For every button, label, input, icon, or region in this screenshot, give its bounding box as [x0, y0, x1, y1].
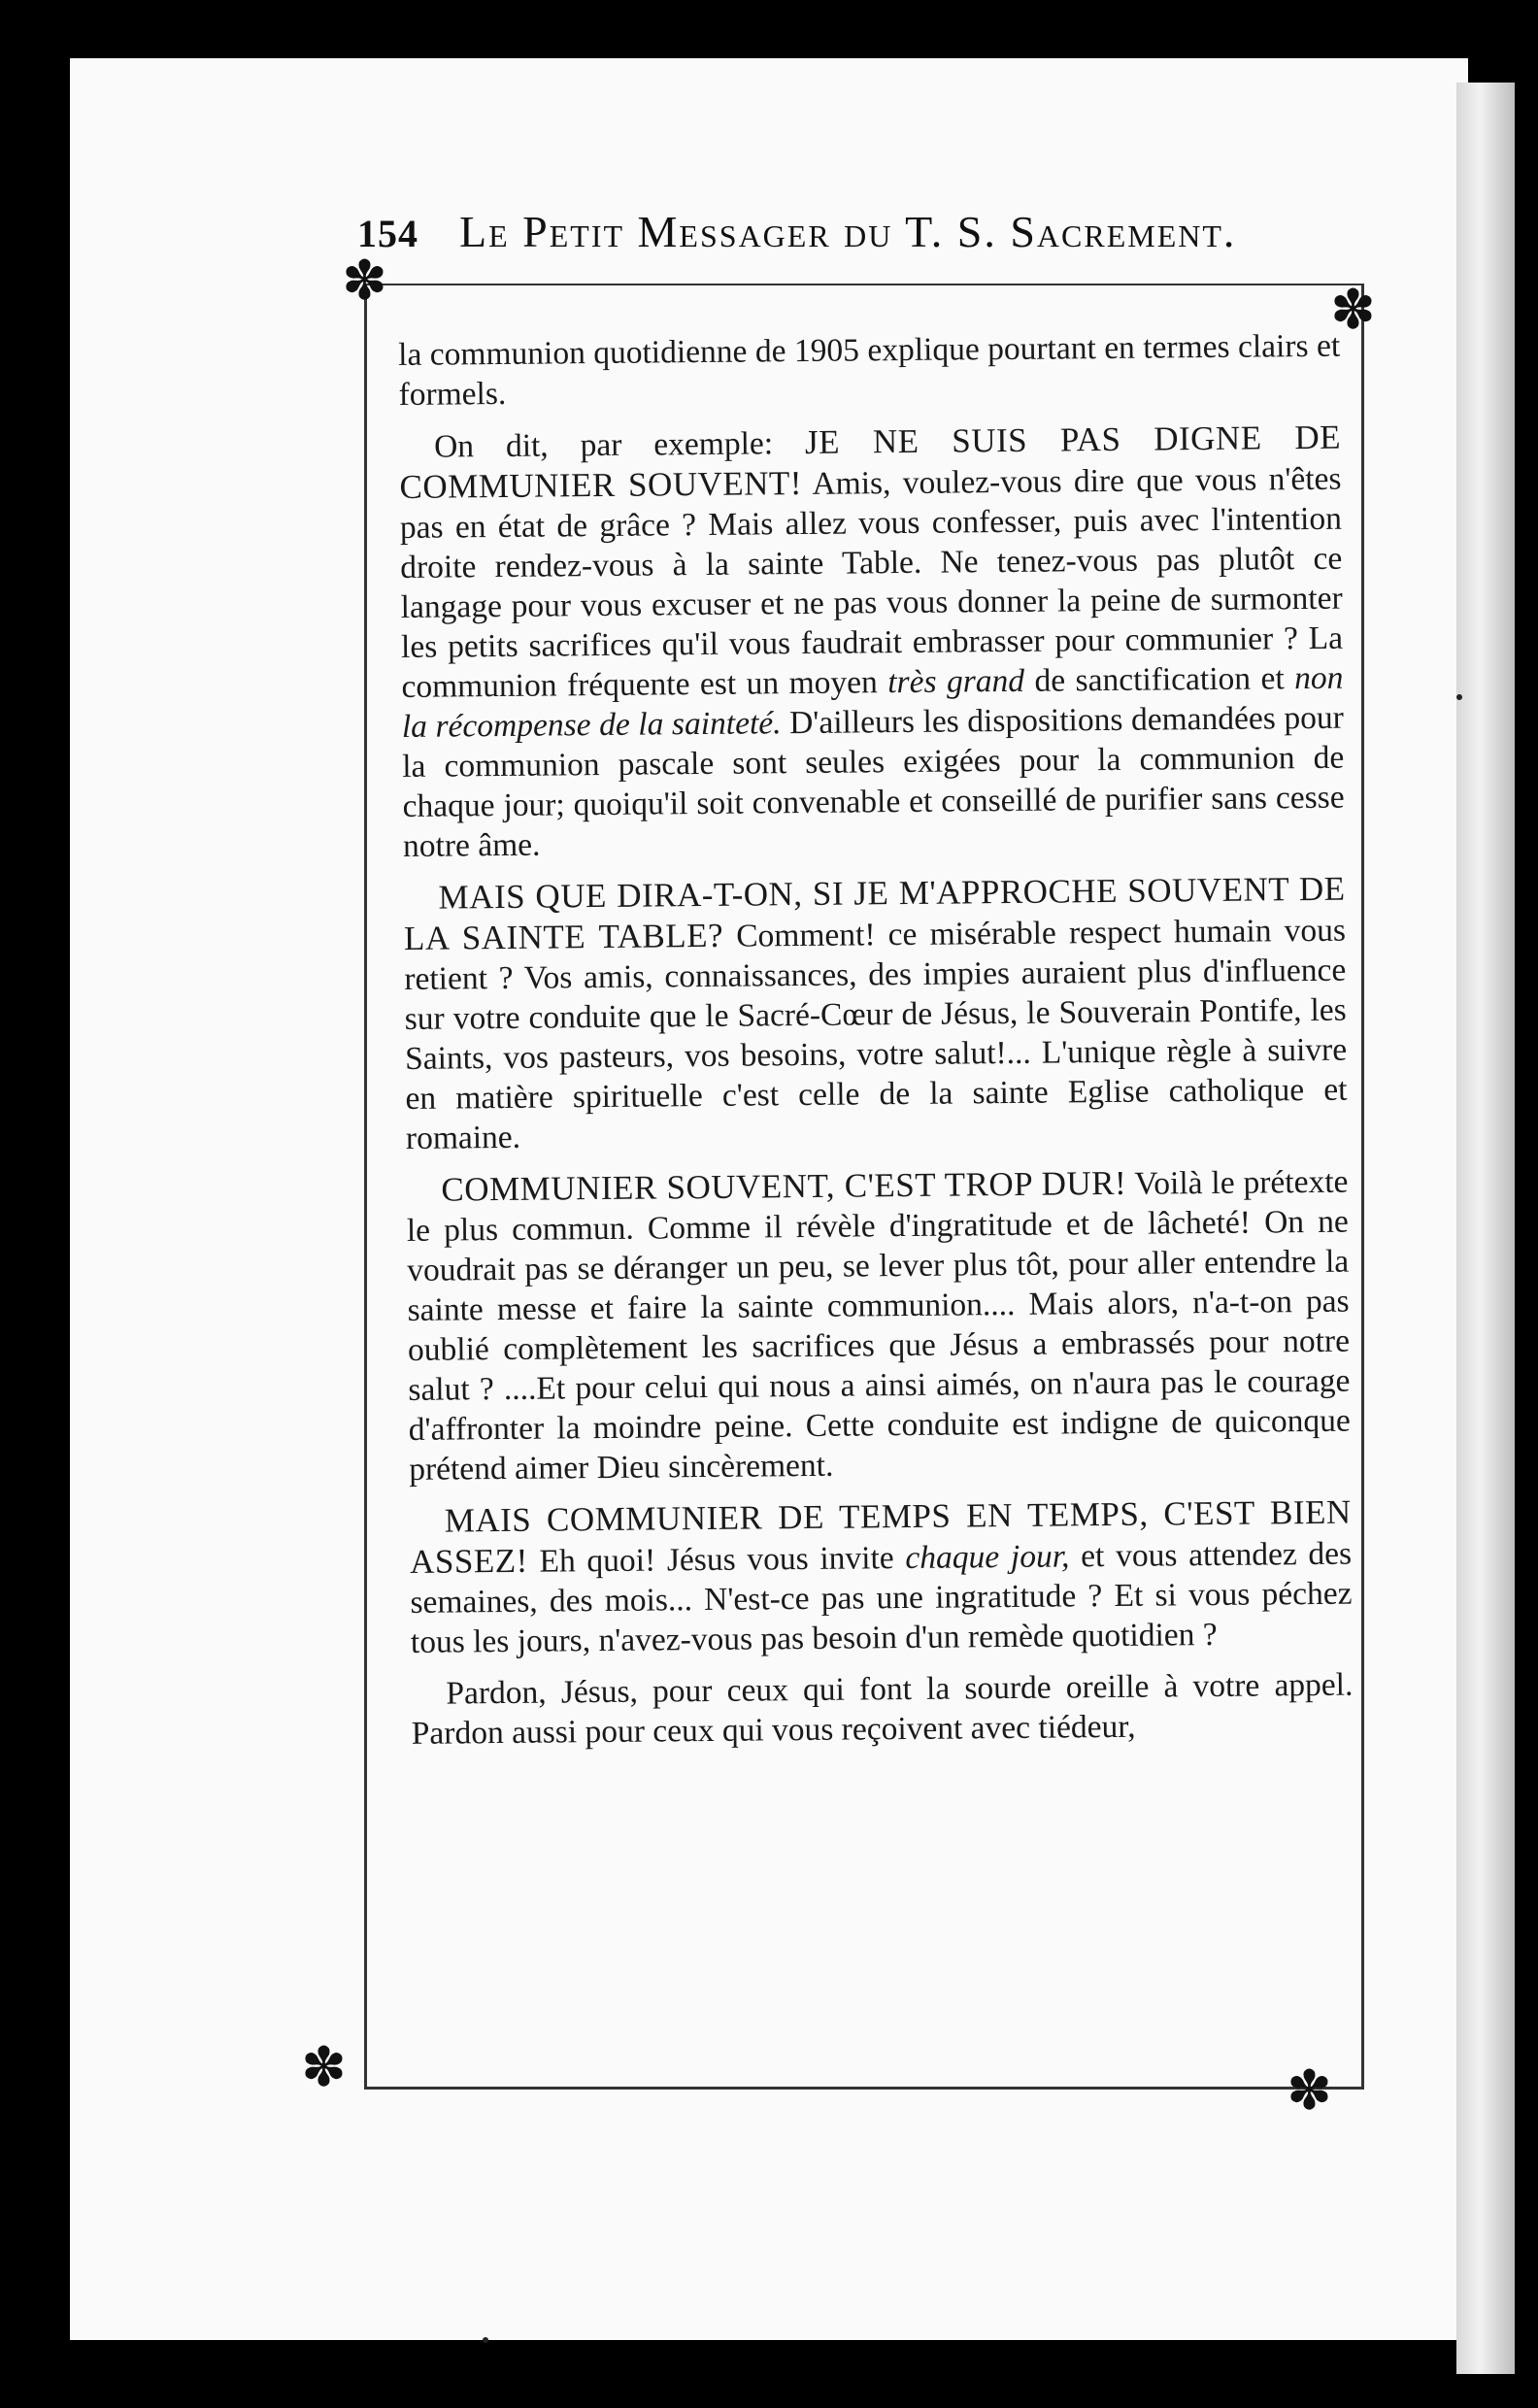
paragraph-3-text: Comment! ce misérable respect humain vous retient ? Vos amis, connaissances, des impies auraient plus d'influence sur votre conduite que le Sacré-Cœur de Jésus, le Souverain Pontife, les Saints, vos pasteurs, vos besoins, votre salut!... L'unique règle à suivre en matière spirituelle c'est celle de la sainte Eglise catholique et romaine. — [404, 912, 1348, 1156]
paragraph-2-lead: JE NE SUIS PAS DIGNE DE COMMUNIER SOUVENT! — [399, 418, 1342, 506]
paragraph-5-text-a: Eh quoi! Jésus vous invite — [527, 1540, 906, 1580]
paragraph-2-text-c: D'ailleurs les dispositions demandées pour la communion pascale sont seules exigées pour la communion de chaque jour; quoiqu'il soit convenable et conseillé de purifier sans cesse notre âme. — [402, 699, 1345, 864]
paragraph-4-text: Voilà le prétexte le plus commun. Comme il révèle d'ingratitude et de lâcheté! On ne voudrait pas se déranger un peu, se lever plus tôt, pour aller entendre la sainte messe et faire la sainte communion.... Mais alors, n'a-t-on pas oublié complètement les sacrifices que Jésus a embrassés pour notre salut ? ....Et pour celui qui nous a ainsi aimés, on n'aura pas le courage d'affronter la moindre peine. Cette conduite est indigne de quiconque prétend aimer Dieu sincèrement. — [406, 1163, 1351, 1488]
ornament-bottom-right-icon: ✽ — [1287, 2059, 1332, 2123]
paragraph-3-lead: MAIS QUE DIRA-T-ON, SI JE M'APPROCHE SOUVENT DE LA SAINTE TABLE? — [403, 869, 1346, 957]
paragraph-2-emphasis-a: très grand — [887, 662, 1025, 701]
paragraph-5-text-b: et vous attendez des semaines, des mois... N'est-ce pas une ingratitude ? Et si vous péchez tous les jours, n'avez-vous pas besoin d'un remède quotidien ? — [410, 1535, 1353, 1660]
running-title: Le Petit Messager du T. S. Sacrement. — [459, 207, 1237, 256]
page-header — [357, 206, 1338, 274]
ornament-bottom-left-icon: ✽ — [301, 2036, 347, 2099]
scan-speck — [1456, 694, 1462, 700]
paragraph-2-emphasis-b: non la récompense de la sainteté. — [401, 659, 1344, 745]
paragraph-4-lead: COMMUNIER SOUVENT, C'EST TROP DUR! — [441, 1163, 1127, 1209]
paragraph-4 — [406, 1161, 1351, 1489]
body-text — [398, 326, 1356, 2063]
page-number: 154 — [357, 212, 418, 255]
paragraph-2-text-b: de sanctification et — [1023, 660, 1295, 699]
paragraph-6: Pardon, Jésus, pour ceux qui font la sourde oreille à votre appel. Pardon aussi pour ceux qui vous reçoivent avec tiédeur, — [411, 1666, 1354, 1752]
paragraph-2-text-a: Amis, voulez-vous dire que vous n'êtes pas en état de grâce ? Mais allez vous confesser, puis avec l'intention droite rendez-vous à la sainte Table. Ne tenez-vous pas plutôt ce langage pour vous excuser et ne pas vous donner la peine de surmonter les petits sacrifices qu'il vous faudrait embrasser pour communier ? La communion fréquente est un moyen — [399, 460, 1344, 705]
paragraph-2 — [399, 418, 1345, 866]
paragraph-1: la communion quotidienne de 1905 explique pourtant en termes clairs et formels. — [398, 327, 1341, 413]
paragraph-5-lead: MAIS COMMUNIER DE TEMPS EN TEMPS, C'EST BIEN ASSEZ! — [409, 1492, 1352, 1581]
paragraph-5-emphasis: chaque jour, — [905, 1538, 1070, 1577]
adjacent-page-edge — [1456, 83, 1515, 2374]
paragraph-5 — [410, 1492, 1354, 1662]
ornament-top-left-icon: ✽ — [342, 250, 387, 313]
paragraph-3 — [403, 869, 1348, 1158]
paragraph-2-intro: On dit, par exemple: — [433, 424, 806, 465]
ornament-top-right-icon: ✽ — [1330, 279, 1376, 342]
scan-speck — [483, 2337, 488, 2343]
